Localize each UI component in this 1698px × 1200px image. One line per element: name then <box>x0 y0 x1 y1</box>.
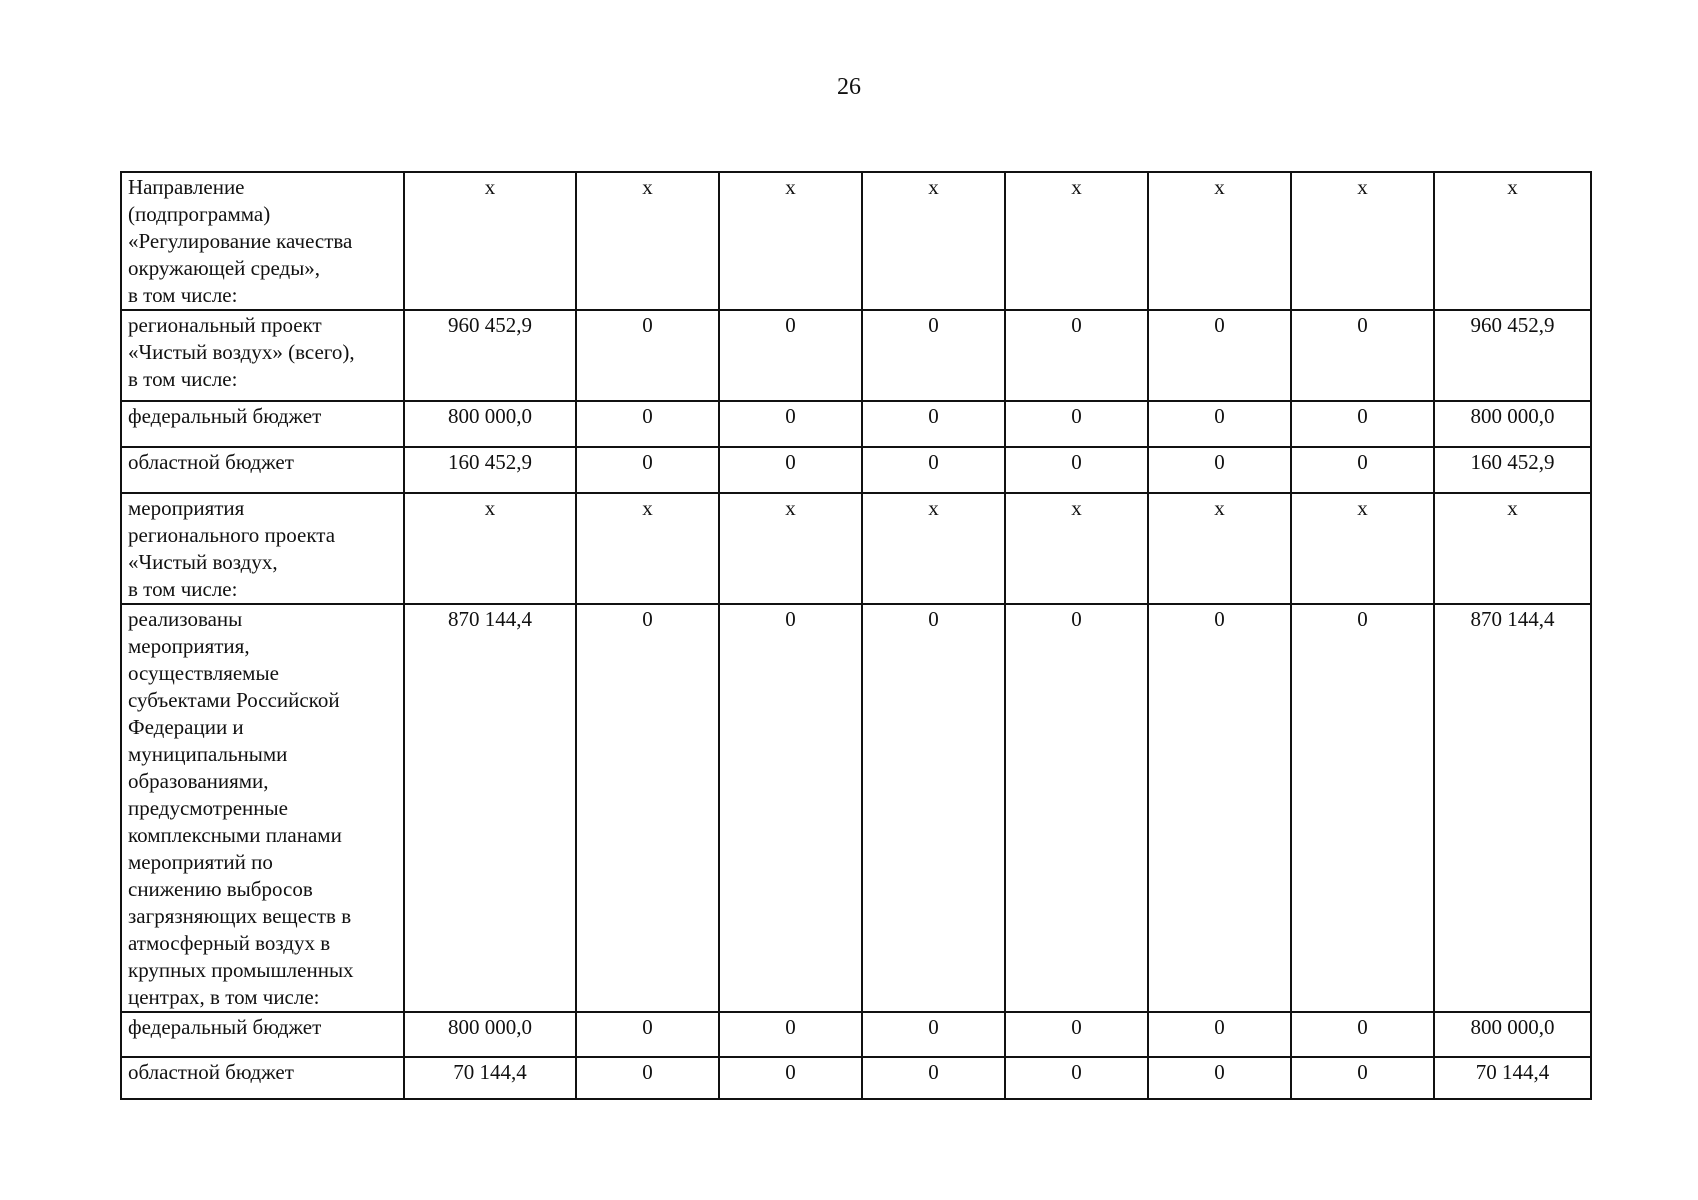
table-cell: 0 <box>719 447 862 493</box>
table-cell: 0 <box>719 604 862 1012</box>
table-cell: 800 000,0 <box>404 401 576 447</box>
table-cell: 0 <box>1291 1012 1434 1057</box>
budget-table-body <box>121 172 1591 1099</box>
table-cell: 870 144,4 <box>404 604 576 1012</box>
table-cell: 0 <box>862 310 1005 401</box>
table-cell: x <box>404 172 576 310</box>
table-cell: 0 <box>1005 1012 1148 1057</box>
table-cell: 0 <box>719 1057 862 1099</box>
row-label: областной бюджет <box>121 1057 404 1099</box>
table-cell: 0 <box>1148 447 1291 493</box>
table-cell: x <box>719 493 862 604</box>
table-row <box>121 447 1591 493</box>
page-number: 26 <box>837 74 861 100</box>
table-cell: 800 000,0 <box>1434 401 1591 447</box>
table-cell: x <box>862 493 1005 604</box>
budget-table <box>120 171 1592 1100</box>
table-row <box>121 1012 1591 1057</box>
table-cell: 0 <box>576 1057 719 1099</box>
row-label: мероприятия регионального проекта «Чистый воздух, в том числе: <box>121 493 404 604</box>
table-cell: 0 <box>576 447 719 493</box>
table-cell: 0 <box>719 401 862 447</box>
table-row <box>121 310 1591 401</box>
row-label: региональный проект «Чистый воздух» (всего), в том числе: <box>121 310 404 401</box>
table-cell: 0 <box>576 1012 719 1057</box>
table-cell: 800 000,0 <box>404 1012 576 1057</box>
table-cell: 960 452,9 <box>1434 310 1591 401</box>
table-cell: 0 <box>1005 401 1148 447</box>
row-label: федеральный бюджет <box>121 1012 404 1057</box>
table-cell: 0 <box>862 604 1005 1012</box>
table-cell: x <box>1148 172 1291 310</box>
table-row <box>121 493 1591 604</box>
table-cell: 0 <box>1148 1057 1291 1099</box>
row-label: Направление (подпрограмма) «Регулирование качества окружающей среды», в том числе: <box>121 172 404 310</box>
table-cell: 0 <box>1005 1057 1148 1099</box>
table-cell: 0 <box>1291 604 1434 1012</box>
table-cell: 0 <box>862 1012 1005 1057</box>
table-cell: 960 452,9 <box>404 310 576 401</box>
table-cell: 160 452,9 <box>404 447 576 493</box>
row-label: областной бюджет <box>121 447 404 493</box>
table-cell: x <box>576 172 719 310</box>
table-cell: 70 144,4 <box>404 1057 576 1099</box>
table-cell: 0 <box>862 1057 1005 1099</box>
table-cell: 0 <box>1291 1057 1434 1099</box>
table-cell: x <box>1005 493 1148 604</box>
table-cell: 0 <box>1148 310 1291 401</box>
table-cell: 0 <box>1005 310 1148 401</box>
row-label: федеральный бюджет <box>121 401 404 447</box>
table-cell: x <box>719 172 862 310</box>
table-cell: x <box>1005 172 1148 310</box>
table-cell: x <box>1291 172 1434 310</box>
table-cell: 0 <box>1291 310 1434 401</box>
table-cell: 0 <box>1291 447 1434 493</box>
table-cell: 0 <box>862 447 1005 493</box>
table-cell: x <box>1291 493 1434 604</box>
table-row <box>121 604 1591 1012</box>
table-row <box>121 401 1591 447</box>
table-cell: 0 <box>1291 401 1434 447</box>
table-cell: 0 <box>1148 1012 1291 1057</box>
table-cell: x <box>1434 172 1591 310</box>
table-cell: 0 <box>719 310 862 401</box>
table-cell: 0 <box>1148 604 1291 1012</box>
table-row <box>121 172 1591 310</box>
table-cell: x <box>576 493 719 604</box>
table-cell: x <box>1148 493 1291 604</box>
table-cell: 800 000,0 <box>1434 1012 1591 1057</box>
table-cell: 0 <box>719 1012 862 1057</box>
row-label: реализованы мероприятия, осуществляемые субъектами Российской Федерации и муниципальными образованиями, предусмотренные комплексными планами мероприятий по снижению выбросов загрязняющих веществ в атмосферный воздух в крупных промышленных центрах, в том числе: <box>121 604 404 1012</box>
table-cell: 0 <box>576 604 719 1012</box>
table-cell: 70 144,4 <box>1434 1057 1591 1099</box>
table-cell: 870 144,4 <box>1434 604 1591 1012</box>
table-cell: 0 <box>1005 447 1148 493</box>
table-cell: 0 <box>1148 401 1291 447</box>
table-cell: 160 452,9 <box>1434 447 1591 493</box>
table-cell: 0 <box>862 401 1005 447</box>
table-cell: 0 <box>576 310 719 401</box>
table-row <box>121 1057 1591 1099</box>
table-cell: x <box>862 172 1005 310</box>
table-cell: x <box>1434 493 1591 604</box>
table-cell: 0 <box>576 401 719 447</box>
table-cell: 0 <box>1005 604 1148 1012</box>
table-cell: x <box>404 493 576 604</box>
